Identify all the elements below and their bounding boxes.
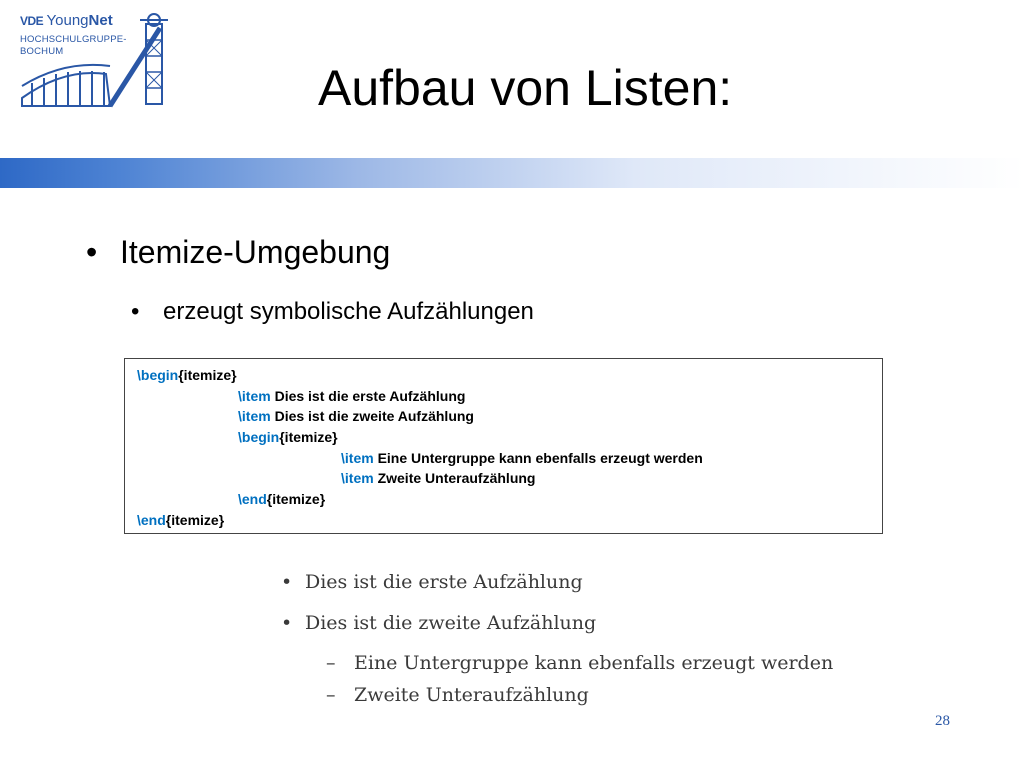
code-text: {itemize}: [279, 429, 338, 445]
code-keyword: \item: [341, 470, 374, 486]
code-line: [238, 406, 474, 426]
code-keyword: \begin: [137, 367, 179, 383]
rendered-item: [281, 570, 583, 594]
bullet-level2-text: erzeugt symbolische Aufzählungen: [163, 298, 534, 325]
logo-vde: VDE: [20, 14, 44, 28]
code-text: {itemize}: [178, 367, 237, 383]
code-text: Zweite Unteraufzählung: [373, 470, 536, 486]
header-gradient-band: [0, 158, 1024, 188]
rendered-bullet: •: [281, 571, 293, 593]
logo-net: Net: [88, 12, 113, 29]
code-keyword: \end: [238, 491, 267, 507]
code-keyword: \item: [238, 408, 271, 424]
logo-line3: BOCHUM: [20, 46, 64, 57]
logo-wordmark: [20, 14, 113, 28]
page-number: 28: [935, 713, 950, 729]
logo-subtitle: [20, 34, 127, 58]
rendered-dash: –: [326, 652, 336, 674]
rendered-item-text: Dies ist die zweite Aufzählung: [305, 612, 597, 634]
code-line: [137, 365, 237, 385]
bullet-level1: [86, 232, 390, 272]
code-text: Dies ist die zweite Aufzählung: [270, 408, 474, 424]
slide-title: Aufbau von Listen:: [318, 60, 733, 116]
bullet-level2: [131, 296, 534, 328]
rendered-item: [281, 611, 596, 635]
bullet-level1-text: Itemize-Umgebung: [120, 234, 391, 270]
code-line: [238, 427, 338, 447]
latex-code-box: [124, 358, 883, 534]
code-text: {itemize}: [165, 512, 225, 528]
rendered-subitem: [326, 651, 833, 675]
code-text: Dies ist die erste Aufzählung: [270, 388, 466, 404]
rendered-subitem: [326, 683, 589, 707]
code-text: {itemize}: [266, 491, 326, 507]
code-line: [238, 386, 465, 406]
code-keyword: \end: [137, 512, 166, 528]
code-keyword: \begin: [238, 429, 280, 445]
logo-young: Young: [46, 12, 89, 29]
code-keyword: \item: [341, 450, 374, 466]
logo-line2: HOCHSCHULGRUPPE-: [20, 34, 127, 45]
bullet-symbol: •: [131, 298, 140, 325]
rendered-dash: –: [326, 684, 336, 706]
bullet-symbol: •: [86, 234, 98, 270]
rendered-subitem-text: Eine Untergruppe kann ebenfalls erzeugt werden: [354, 652, 834, 674]
code-keyword: \item: [238, 388, 271, 404]
code-line: [238, 489, 325, 509]
code-line: [137, 510, 224, 530]
code-text: Eine Untergruppe kann ebenfalls erzeugt werden: [373, 450, 703, 466]
rendered-item-text: Dies ist die erste Aufzählung: [305, 571, 583, 593]
logo: [14, 6, 170, 110]
rendered-subitem-text: Zweite Unteraufzählung: [354, 684, 589, 706]
rendered-bullet: •: [281, 612, 293, 634]
code-line: [341, 448, 703, 468]
code-line: [341, 468, 535, 488]
